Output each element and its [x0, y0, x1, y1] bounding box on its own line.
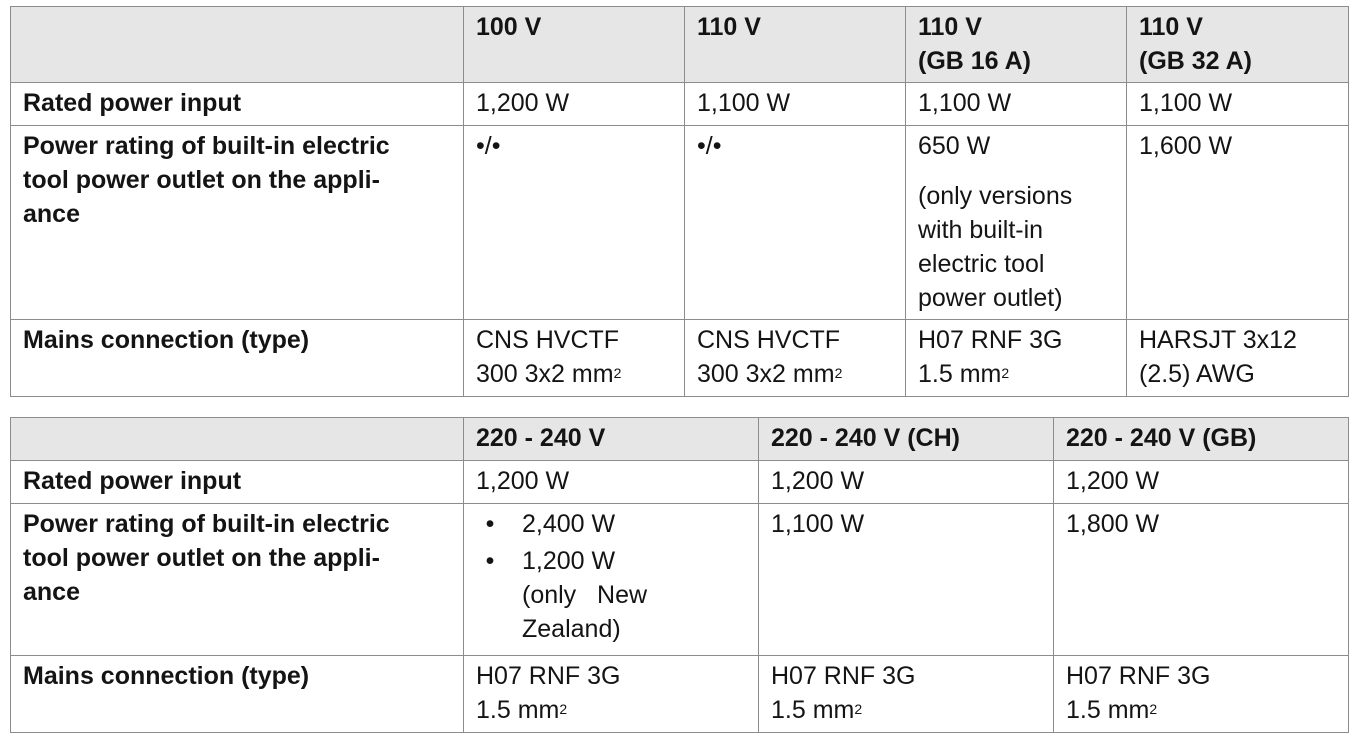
table-header-row [11, 418, 1349, 461]
header-cell-220-240v-gb: 220 - 240 V (GB) [1054, 418, 1349, 461]
table-row [11, 126, 1349, 320]
table-cell: H07 RNF 3G 1.5 $mm^2$ [1054, 656, 1349, 733]
table-cell [464, 504, 759, 656]
table-row [11, 504, 1349, 656]
table-row [11, 461, 1349, 504]
table-row [11, 656, 1349, 733]
row-label-rated-power: Rated power input [11, 83, 464, 126]
header-cell-110v: 110 V [685, 7, 906, 83]
footnote-text: (only versions with built-in electric tool power outlet) [918, 182, 1073, 312]
table-cell: 1,100 W [759, 504, 1054, 656]
table-cell: 1,100 W [1127, 83, 1349, 126]
table-cell: 1,600 W [1127, 126, 1349, 320]
bullet-glyph: • [485, 547, 495, 575]
table-cell: CNS HVCTF 300 3x2 $mm^2$ [685, 320, 906, 397]
table-cell: 650 W (only versions with built-in electric tool power outlet) [906, 126, 1127, 320]
header-cell-110v-gb16: 110 V (GB 16 A) [906, 7, 1127, 83]
header-cell-empty [11, 7, 464, 83]
table-cell: •/• [685, 126, 906, 320]
table-row [11, 320, 1349, 397]
table-cell: 1,200 W [1054, 461, 1349, 504]
table-cell: H07 RNF 3G 1.5 $mm^2$ [464, 656, 759, 733]
list-item: • 2,400 W [476, 507, 746, 541]
spec-table-220-240v [10, 417, 1349, 733]
spec-table-110v [10, 6, 1349, 397]
footnote-text: (only New Zealand) [522, 581, 648, 643]
bullet-list [476, 507, 746, 578]
list-item: • 1,200 W [476, 544, 746, 578]
row-label-mains-connection: Mains connection (type) [11, 656, 464, 733]
row-label-outlet-power: Power rating of built-in electric tool power outlet on the appli- ance [11, 504, 464, 656]
table-cell: 1,200 W [464, 83, 685, 126]
table-cell: 1,100 W [685, 83, 906, 126]
header-cell-220-240v: 220 - 240 V [464, 418, 759, 461]
table-cell: 1,200 W [464, 461, 759, 504]
table-cell: CNS HVCTF 300 3x2 $mm^2$ [464, 320, 685, 397]
header-cell-110v-gb32: 110 V (GB 32 A) [1127, 7, 1349, 83]
table-row [11, 83, 1349, 126]
table-cell: H07 RNF 3G 1.5 $mm^2$ [759, 656, 1054, 733]
table-cell: 1,800 W [1054, 504, 1349, 656]
row-label-mains-connection: Mains connection (type) [11, 320, 464, 397]
row-label-outlet-power: Power rating of built-in electric tool power outlet on the appli- ance [11, 126, 464, 320]
header-cell-empty [11, 418, 464, 461]
table-header-row [11, 7, 1349, 83]
table-cell: H07 RNF 3G 1.5 $mm^2$ [906, 320, 1127, 397]
bullet-glyph: • [485, 510, 495, 538]
table-cell: 1,100 W [906, 83, 1127, 126]
table-cell: HARSJT 3x12 (2.5) AWG [1127, 320, 1349, 397]
header-cell-220-240v-ch: 220 - 240 V (CH) [759, 418, 1054, 461]
table-cell: •/• [464, 126, 685, 320]
table-cell: 1,200 W [759, 461, 1054, 504]
header-cell-100v: 100 V [464, 7, 685, 83]
row-label-rated-power: Rated power input [11, 461, 464, 504]
